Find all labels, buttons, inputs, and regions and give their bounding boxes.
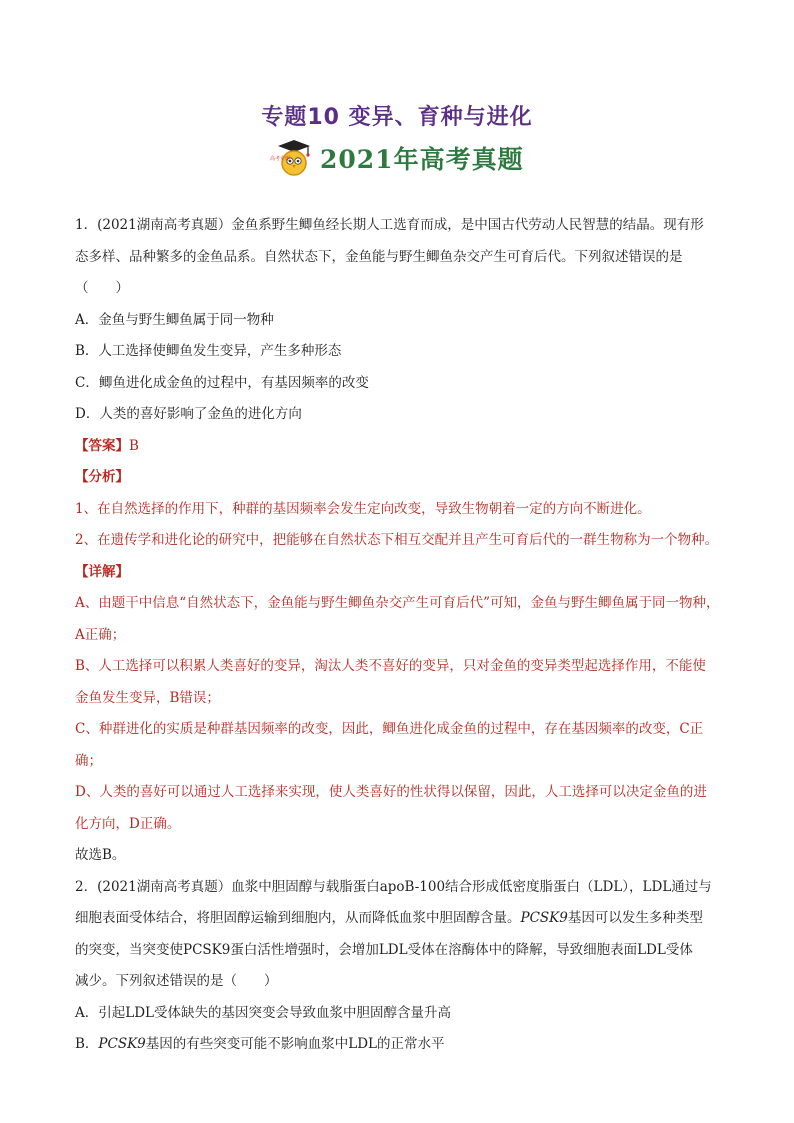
detail-line-7: D、人类的喜好可以通过人工选择来实现，使人类喜好的性状得以保留，因此，人工选择可以决定金鱼的进 — [75, 784, 707, 800]
detail-line-8: 化方向，D正确。 — [75, 815, 181, 832]
detail-line-5: C、种群进化的实质是种群基因频率的改变，因此，鲫鱼进化成金鱼的过程中，存在基因频率的改变，C正 — [75, 721, 704, 737]
detail-line-3: B、人工选择可以积累人类喜好的变异，淘汰人类不喜好的变异，只对金鱼的变异类型起选择作用，不能使 — [75, 658, 706, 674]
analysis-tag: 【分析】 — [75, 469, 129, 485]
q2-stem-line-2-text: 细胞表面受体结合，将胆固醇运输到细胞内，从而降低血浆中胆固醇含量。 — [75, 910, 521, 926]
subtitle-text: 2021年高考真题 — [320, 145, 524, 174]
detail-line-2: A正确； — [75, 626, 126, 643]
q2-stem-line-2 — [75, 903, 720, 935]
logo-text: 高考专题 — [270, 156, 291, 162]
q1-stem-line-3: （ ） — [75, 280, 129, 296]
q2-gene-name: PCSK9 — [520, 910, 568, 926]
q1-option-d: D．人类的喜好影响了金鱼的进化方向 — [75, 406, 302, 422]
analysis-line-1: 1、在自然选择的作用下，种群的基因频率会发生定向改变，导致生物朝着一定的方向不断进化。 — [75, 500, 651, 517]
detail-line-1: A、由题干中信息“自然状态下，金鱼能与野生鲫鱼杂交产生可育后代”可知，金鱼与野生鲫鱼属于同一物种， — [75, 595, 720, 611]
q1-stem-line-1: 1．(2021湖南高考真题）金鱼系野生鲫鱼经长期人工选育而成，是中国古代劳动人民智慧的结晶。现有形 — [75, 217, 704, 233]
q2-option-b-tail: 基因的有些突变可能不影响血浆中LDL的正常水平 — [145, 1036, 445, 1052]
q2-stem-line-3: 的突变，当突变使PCSK9蛋白活性增强时，会增加LDL受体在溶酶体中的降解，导致细胞表面LDL受体 — [75, 941, 693, 958]
q2-option-b-gene: PCSK9 — [98, 1036, 146, 1052]
graduation-owl-logo-icon — [268, 138, 312, 178]
subtitle-banner — [268, 138, 524, 178]
answer-tag: 【答案】 — [75, 437, 129, 454]
analysis-line-2: 2、在遗传学和进化论的研究中，把能够在自然状态下相互交配并且产生可育后代的一群生物称为一个物种。 — [75, 532, 719, 548]
q1-answer — [75, 431, 720, 463]
question-content — [75, 210, 720, 1061]
detail-line-4: 金鱼发生变异，B错误； — [75, 689, 220, 706]
q1-option-b: B．人工选择使鲫鱼发生变异，产生多种形态 — [75, 343, 342, 359]
answer-value: B — [129, 437, 139, 454]
q1-stem-line-2: 态多样、品种繁多的金鱼品系。自然状态下，金鱼能与野生鲫鱼杂交产生可育后代。下列叙述错误的是 — [75, 248, 683, 265]
page-title: 专题10 变异、育种与进化 — [261, 105, 533, 130]
q1-conclusion: 故选B。 — [75, 847, 126, 863]
detail-line-6: 确； — [75, 752, 102, 769]
detail-tag: 【详解】 — [75, 563, 129, 580]
q2-option-b — [75, 1029, 720, 1061]
q2-option-b-prefix: B． — [75, 1036, 99, 1052]
q2-stem-line-4: 减少。下列叙述错误的是（ ） — [75, 973, 278, 989]
q2-option-a: A．引起LDL受体缺失的基因突变会导致血浆中胆固醇含量升高 — [75, 1004, 452, 1021]
q1-option-a: A．金鱼与野生鲫鱼属于同一物种 — [75, 311, 274, 328]
q1-option-c: C．鲫鱼进化成金鱼的过程中，有基因频率的改变 — [75, 374, 369, 391]
q2-stem-line-2-tail: 基因可以发生多种类型 — [567, 910, 703, 926]
q2-stem-line-1: 2．(2021湖南高考真题）血浆中胆固醇与载脂蛋白apoB-100结合形成低密度脂蛋白（LDL），LDL通过与 — [75, 878, 712, 895]
